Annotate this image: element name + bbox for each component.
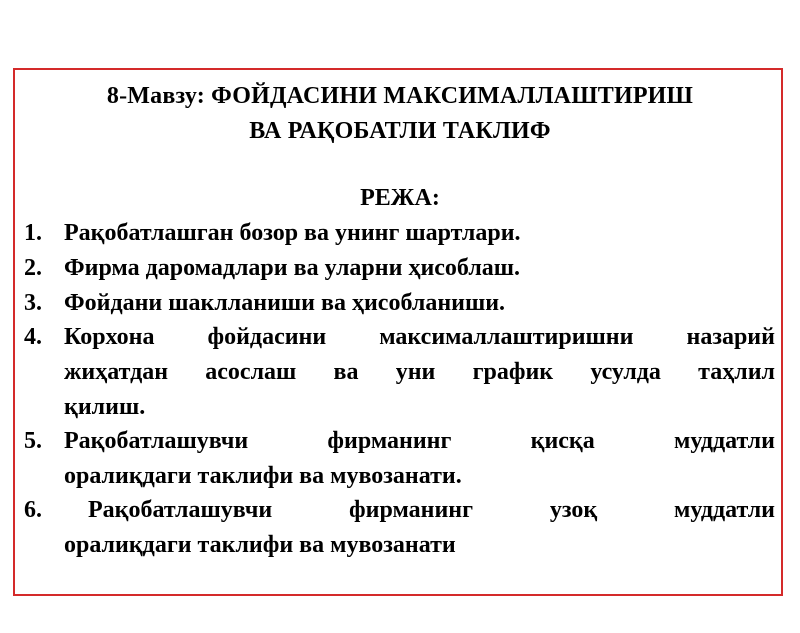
item-2-text: Фирма даромадлари ва уларни ҳисоблаш. bbox=[64, 255, 521, 281]
word: график bbox=[472, 359, 554, 385]
word: фойдасини bbox=[207, 324, 327, 350]
item-5-line-1 bbox=[64, 426, 775, 456]
word: фирманинг bbox=[349, 497, 474, 523]
item-6-number: 6. bbox=[24, 497, 42, 523]
item-5-line-2: оралиқдаги таклифи ва мувозанати. bbox=[64, 463, 462, 489]
word: максималлаштиришни bbox=[379, 324, 634, 350]
topic-title-line-1: 8-Мавзу: ФОЙДАСИНИ МАКСИМАЛЛАШТИРИШ bbox=[106, 83, 694, 109]
plan-heading: РЕЖА: bbox=[360, 185, 440, 211]
item-3-text: Фойдани шаклланиши ва ҳисобланиши. bbox=[64, 290, 506, 316]
item-4-number: 4. bbox=[24, 324, 42, 350]
word: муддатли bbox=[674, 497, 775, 523]
topic-title-line-2: ВА РАҚОБАТЛИ ТАКЛИФ bbox=[249, 118, 551, 144]
word: назарий bbox=[686, 324, 775, 350]
item-1-number: 1. bbox=[24, 220, 42, 246]
item-5-number: 5. bbox=[24, 428, 42, 454]
word: Рақобатлашувчи bbox=[64, 428, 249, 454]
word: ва bbox=[333, 359, 359, 385]
word: жиҳатдан bbox=[64, 359, 169, 385]
item-3-number: 3. bbox=[24, 290, 42, 316]
item-2-number: 2. bbox=[24, 255, 42, 281]
word: қисқа bbox=[530, 428, 595, 454]
word: уни bbox=[395, 359, 436, 385]
item-4-line-2 bbox=[64, 357, 775, 387]
item-1-text: Рақобатлашган бозор ва унинг шартлари. bbox=[64, 220, 521, 246]
word: Корхона bbox=[64, 324, 155, 350]
word: таҳлил bbox=[698, 359, 775, 385]
word: асослаш bbox=[205, 359, 297, 385]
item-4-line-3: қилиш. bbox=[64, 394, 146, 420]
item-4-line-1 bbox=[64, 322, 775, 352]
word: фирманинг bbox=[327, 428, 452, 454]
item-6-line-2: оралиқдаги таклифи ва мувозанати bbox=[64, 532, 456, 558]
word: муддатли bbox=[673, 428, 775, 454]
word: Рақобатлашувчи bbox=[88, 497, 273, 523]
item-6-line-1 bbox=[88, 495, 775, 525]
word: усулда bbox=[590, 359, 661, 385]
word: узоқ bbox=[549, 497, 598, 523]
